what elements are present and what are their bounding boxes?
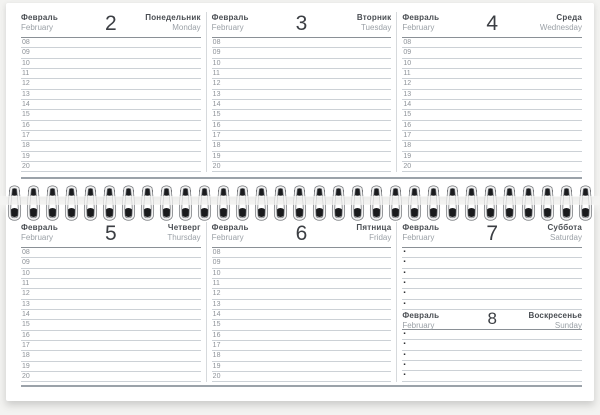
month-label-ru: Февраль: [402, 223, 440, 232]
day-header-monday: [21, 12, 201, 38]
schedule-row: [212, 269, 392, 279]
hour-label: 17: [403, 132, 412, 140]
day-name-ru: Понедельник: [145, 13, 201, 22]
day-name: [315, 13, 391, 32]
column-divider: [206, 12, 207, 172]
schedule-row: [402, 340, 582, 350]
bullet-marker: ▪: [403, 269, 406, 276]
hour-label: 13: [22, 90, 30, 98]
schedule-row: [402, 258, 582, 268]
schedule-row: [402, 90, 582, 100]
schedule-row: [212, 248, 392, 258]
schedule-row: [21, 320, 201, 330]
hour-label: 20: [212, 373, 221, 381]
hour-label: 19: [212, 362, 221, 370]
schedule-row: [212, 289, 392, 299]
schedule-row: [402, 269, 582, 279]
top-page: [6, 3, 594, 197]
column-divider: [206, 222, 207, 382]
hour-label: 15: [212, 321, 221, 329]
schedule-row: [402, 59, 582, 69]
bullet-marker: ▪: [403, 362, 406, 369]
hour-label: 16: [22, 121, 30, 129]
schedule-row: [212, 351, 392, 361]
hour-label: 12: [212, 80, 221, 88]
month-label: [402, 223, 478, 242]
schedule-row: [212, 100, 392, 110]
schedule-row: [21, 351, 201, 361]
day-name: [125, 223, 201, 242]
day-name-ru: Пятница: [356, 223, 392, 232]
page-bottom-rule: [21, 385, 582, 387]
hour-label: 15: [403, 111, 412, 119]
schedule-row: [212, 141, 392, 151]
schedule-row: [212, 48, 392, 58]
schedule-row: [212, 121, 392, 131]
schedule-row: [212, 320, 392, 330]
schedule-row: [402, 289, 582, 299]
hour-grid: [21, 38, 201, 172]
hour-label: 17: [22, 132, 30, 140]
hour-label: 08: [22, 39, 30, 46]
hour-label: 10: [22, 269, 30, 277]
month-label-ru: Февраль: [211, 223, 249, 232]
schedule-row: [212, 300, 392, 310]
bullet-marker: ▪: [403, 259, 406, 266]
schedule-row: [212, 59, 392, 69]
schedule-row: [212, 90, 392, 100]
schedule-row: [21, 341, 201, 351]
day-number: 5: [104, 222, 117, 245]
hour-label: 18: [22, 142, 30, 150]
hour-label: 09: [212, 49, 221, 57]
schedule-row: [21, 331, 201, 341]
day-number: 8: [487, 309, 497, 329]
day-name-ru: Воскресенье: [528, 311, 583, 321]
bullet-marker: ▪: [403, 341, 406, 348]
schedule-row: [21, 152, 201, 162]
hour-label: 19: [22, 152, 30, 160]
hour-label: 11: [22, 280, 30, 288]
month-label: [402, 13, 478, 32]
hour-label: 14: [403, 101, 412, 109]
month-label-ru: Февраль: [402, 13, 440, 22]
schedule-row: [21, 131, 201, 141]
schedule-row: [402, 248, 582, 258]
hour-grid: [212, 38, 392, 172]
month-label-en: February: [402, 23, 435, 32]
schedule-row: [402, 279, 582, 289]
schedule-row: [21, 141, 201, 151]
month-label-ru: Февраль: [402, 311, 440, 321]
day-name-ru: Четверг: [167, 223, 201, 232]
hour-grid: [21, 248, 201, 382]
schedule-row: [212, 362, 392, 372]
schedule-row: [212, 131, 392, 141]
schedule-row: [212, 372, 392, 382]
hour-label: 10: [22, 59, 30, 67]
schedule-row: [402, 121, 582, 131]
day-name-en: Tuesday: [360, 23, 392, 32]
day-number: 4: [486, 12, 499, 35]
month-label-en: February: [211, 23, 244, 32]
month-label-ru: Февраль: [21, 223, 58, 232]
hour-label: 17: [212, 342, 221, 350]
schedule-row: [402, 110, 582, 120]
hour-label: 09: [22, 259, 30, 267]
hour-label: 20: [22, 163, 30, 171]
schedule-row: [212, 310, 392, 320]
top-page-columns: [6, 3, 594, 172]
hour-label: 11: [212, 280, 220, 288]
month-label: [21, 13, 97, 32]
month-label: [212, 13, 288, 32]
weekend-panel: [402, 222, 582, 382]
schedule-row: [212, 341, 392, 351]
hour-label: 14: [22, 101, 30, 109]
schedule-row: [212, 162, 392, 172]
schedule-row: [21, 310, 201, 320]
day-name-ru: Среда: [556, 13, 583, 22]
hour-label: 10: [212, 59, 221, 67]
day-name-ru: Вторник: [356, 13, 392, 22]
hour-label: 12: [403, 80, 412, 88]
schedule-row: [212, 258, 392, 268]
schedule-row: [21, 69, 201, 79]
day-header-friday: [212, 222, 392, 248]
day-number: 3: [295, 12, 308, 35]
day-name-en: Friday: [369, 233, 392, 242]
schedule-row: [212, 69, 392, 79]
schedule-row: [402, 79, 582, 89]
column-divider: [396, 12, 397, 172]
month-label: [212, 223, 288, 242]
hour-label: 10: [212, 269, 221, 277]
schedule-row: [402, 141, 582, 151]
schedule-row: [402, 351, 582, 361]
day-header-tuesday: [212, 12, 392, 38]
schedule-row: [402, 162, 582, 172]
hour-label: 13: [22, 300, 30, 308]
day-header-saturday: [402, 222, 582, 248]
month-label: [21, 223, 97, 242]
hour-grid: [402, 38, 582, 172]
hour-label: 08: [403, 39, 412, 46]
hour-label: 12: [22, 290, 30, 298]
day-panel-friday: [212, 222, 392, 382]
hour-label: 12: [22, 80, 30, 88]
schedule-row: [21, 48, 201, 58]
schedule-row: [212, 38, 392, 48]
schedule-row: [402, 100, 582, 110]
schedule-row: [21, 362, 201, 372]
month-label-ru: Февраль: [211, 13, 249, 22]
hour-label: 17: [22, 342, 30, 350]
schedule-row: [212, 110, 392, 120]
schedule-row: [21, 59, 201, 69]
bottom-page: [6, 204, 594, 401]
month-label-ru: Февраль: [21, 13, 58, 22]
day-header-sunday: [402, 310, 582, 330]
page-bottom-rule: [21, 177, 582, 179]
hour-label: 09: [403, 49, 412, 57]
day-header-thursday: [21, 222, 201, 248]
schedule-row: [21, 248, 201, 258]
schedule-row: [212, 279, 392, 289]
hour-label: 15: [22, 321, 30, 329]
sunday-note-lines: [402, 330, 582, 382]
month-label-en: February: [21, 23, 54, 32]
hour-grid: [212, 248, 392, 382]
hour-label: 16: [22, 331, 30, 339]
hour-label: 16: [212, 331, 221, 339]
hour-label: 15: [212, 111, 221, 119]
schedule-row: [212, 152, 392, 162]
hour-label: 13: [403, 90, 412, 98]
month-label-en: February: [21, 233, 54, 242]
day-panel-thursday: [21, 222, 201, 382]
schedule-row: [402, 131, 582, 141]
hour-label: 20: [22, 373, 30, 381]
hour-label: 20: [403, 163, 412, 171]
schedule-row: [212, 331, 392, 341]
hour-label: 20: [212, 163, 221, 171]
day-header-wednesday: [402, 12, 582, 38]
hour-label: 14: [212, 311, 221, 319]
month-label-en: February: [402, 321, 435, 331]
hour-label: 10: [403, 59, 412, 67]
schedule-row: [402, 361, 582, 371]
schedule-row: [21, 279, 201, 289]
day-name: [125, 13, 201, 32]
hour-label: 09: [22, 49, 30, 57]
schedule-row: [212, 79, 392, 89]
bullet-marker: ▪: [403, 331, 406, 338]
hour-label: 16: [212, 121, 221, 129]
hour-label: 14: [212, 101, 221, 109]
month-label-en: February: [402, 233, 435, 242]
schedule-row: [21, 79, 201, 89]
day-name-en: Thursday: [167, 233, 201, 242]
schedule-row: [21, 121, 201, 131]
day-name-en: Saturday: [549, 233, 583, 242]
schedule-row: [21, 372, 201, 382]
hour-label: 11: [22, 70, 30, 78]
schedule-row: [402, 38, 582, 48]
hour-label: 17: [212, 132, 221, 140]
bullet-marker: ▪: [403, 249, 406, 255]
day-name: [505, 311, 582, 330]
schedule-row: [21, 258, 201, 268]
hour-label: 14: [22, 311, 30, 319]
month-label: [402, 311, 479, 330]
day-name: [506, 13, 582, 32]
bullet-marker: ▪: [403, 351, 406, 358]
day-name-ru: Суббота: [547, 223, 583, 232]
hour-label: 11: [403, 70, 411, 78]
bullet-marker: ▪: [403, 290, 406, 297]
day-name-en: Wednesday: [539, 23, 583, 32]
schedule-row: [21, 289, 201, 299]
column-divider: [396, 222, 397, 382]
hour-label: 16: [403, 121, 412, 129]
hour-label: 18: [212, 352, 221, 360]
bottom-page-columns: [6, 204, 594, 382]
hour-label: 09: [212, 259, 221, 267]
hour-label: 15: [22, 111, 30, 119]
month-label-en: February: [211, 233, 244, 242]
schedule-row: [21, 90, 201, 100]
saturday-note-lines: [402, 248, 582, 310]
schedule-row: [402, 330, 582, 340]
hour-label: 13: [212, 90, 221, 98]
hour-label: 18: [403, 142, 412, 150]
schedule-row: [402, 48, 582, 58]
bullet-marker: ▪: [403, 300, 406, 307]
day-name: [506, 223, 582, 242]
day-name-en: Sunday: [554, 321, 583, 331]
schedule-row: [402, 69, 582, 79]
schedule-row: [21, 300, 201, 310]
hour-label: 19: [22, 362, 30, 370]
day-number: 6: [295, 222, 308, 245]
hour-label: 11: [212, 70, 220, 78]
hour-label: 19: [403, 152, 412, 160]
day-number: 2: [104, 12, 117, 35]
day-panel-monday: [21, 12, 201, 172]
hour-label: 19: [212, 152, 221, 160]
hour-label: 18: [22, 352, 30, 360]
day-panel-tuesday: [212, 12, 392, 172]
hour-label: 18: [212, 142, 221, 150]
hour-label: 12: [212, 290, 221, 298]
schedule-row: [21, 269, 201, 279]
schedule-row: [21, 162, 201, 172]
bullet-marker: ▪: [403, 372, 406, 379]
day-name-en: Monday: [172, 23, 201, 32]
day-name: [315, 223, 391, 242]
hour-label: 08: [212, 249, 221, 256]
day-number: 7: [486, 222, 499, 245]
hour-label: 08: [22, 249, 30, 256]
hour-label: 13: [212, 300, 221, 308]
schedule-row: [21, 38, 201, 48]
schedule-row: [21, 110, 201, 120]
schedule-row: [402, 371, 582, 381]
bullet-marker: ▪: [403, 280, 406, 287]
schedule-row: [402, 152, 582, 162]
schedule-row: [21, 100, 201, 110]
day-panel-wednesday: [402, 12, 582, 172]
hour-label: 08: [212, 39, 221, 46]
